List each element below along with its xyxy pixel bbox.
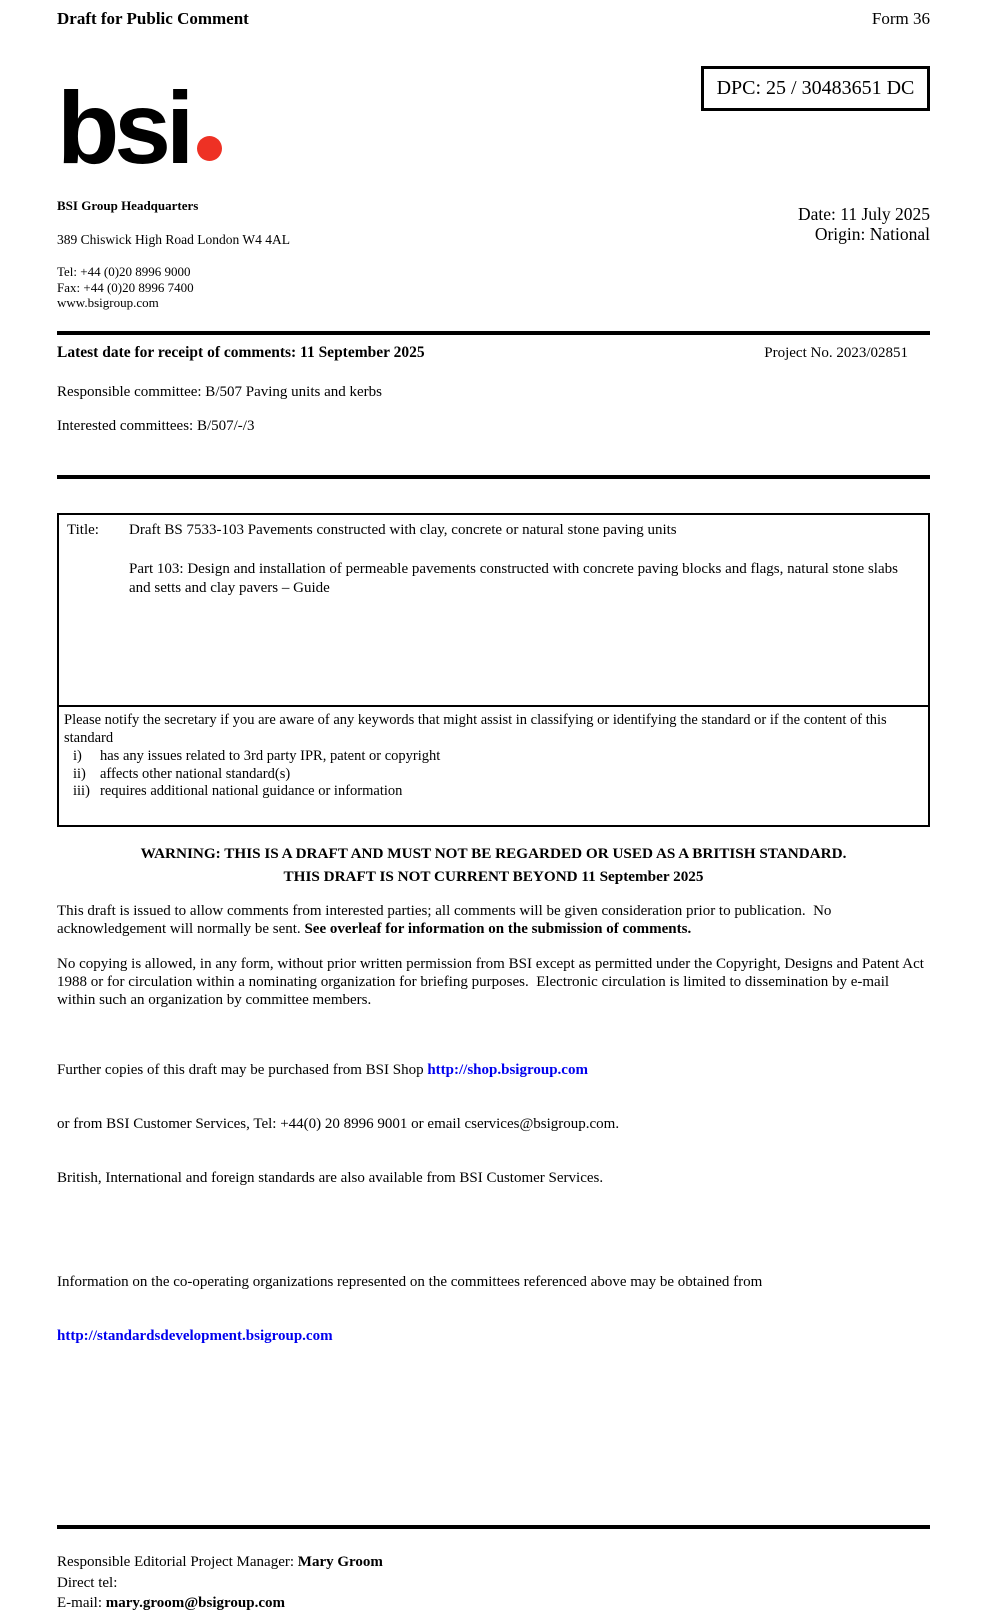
email-line xyxy=(57,1593,930,1614)
list-item-text: affects other national standard(s) xyxy=(100,765,291,782)
standard-title: Draft BS 7533-103 Pavements constructed with clay, concrete or natural stone paving units xyxy=(129,522,677,538)
title-label: Title: xyxy=(67,522,99,538)
list-item-number: i) xyxy=(73,748,82,764)
comments-notice-text: This draft is issued to allow comments from interested parties; all comments will be given consideration prior to publication. No acknowledgement will normally be sent. xyxy=(57,903,836,937)
draft-warning xyxy=(57,842,930,888)
hq-street: 389 Chiswick High Road London W4 4AL xyxy=(57,232,290,247)
form-number: Form 36 xyxy=(871,9,930,28)
standards-development-link[interactable]: http://standardsdevelopment.bsigroup.com xyxy=(57,1328,333,1344)
project-number: Project No. 2023/02851 xyxy=(764,345,908,361)
footer-contact-block xyxy=(57,1552,930,1614)
responsible-committee: Responsible committee: B/507 Paving units and kerbs xyxy=(57,384,382,400)
paragraph-comments-notice xyxy=(57,902,930,938)
list-item xyxy=(64,783,920,801)
divider-rule-middle xyxy=(57,475,930,479)
comments-notice-bold: See overleaf for information on the submission of comments. xyxy=(304,921,692,937)
paragraph-purchase-info xyxy=(57,1025,930,1223)
bsi-logo-text: bsi xyxy=(57,71,190,185)
list-item xyxy=(64,748,920,766)
comments-section xyxy=(57,335,930,475)
page-header xyxy=(57,0,930,28)
address-block xyxy=(57,198,290,311)
keywords-intro: Please notify the secretary if you are aware of any keywords that might assist in classifying or identifying the standard or if the content of this standard xyxy=(64,712,891,746)
list-item xyxy=(64,766,920,784)
doc-type-heading: Draft for Public Comment xyxy=(57,9,249,28)
warning-line-1: WARNING: THIS IS A DRAFT AND MUST NOT BE REGARDED OR USED AS A BRITISH STANDARD. xyxy=(140,845,847,862)
hq-name: BSI Group Headquarters xyxy=(57,198,199,213)
standard-subtitle: Part 103: Design and installation of permeable pavements constructed with concrete paving blocks and flags, natural stone slabs and setts and clay pavers – Guide xyxy=(129,560,898,596)
keywords-list xyxy=(64,748,920,801)
project-manager-line xyxy=(57,1552,930,1573)
email-address: mary.groom@bsigroup.com xyxy=(105,1595,285,1611)
bsi-logo-dot-icon xyxy=(197,136,222,161)
brand-section xyxy=(57,20,930,331)
cooperating-orgs-text: Information on the co-operating organizations represented on the committees referenced above may be obtained from xyxy=(57,1274,763,1290)
latest-comments-date: Latest date for receipt of comments: 11 September 2025 xyxy=(57,344,425,361)
keywords-box xyxy=(57,705,930,827)
project-manager-name: Mary Groom xyxy=(297,1554,383,1570)
list-item-number: iii) xyxy=(73,783,90,799)
customer-services-line: or from BSI Customer Services, Tel: +44(0) 20 8996 9001 or email cservices@bsigroup.com. xyxy=(57,1116,620,1132)
bsi-shop-link[interactable]: http://shop.bsigroup.com xyxy=(427,1062,588,1078)
hq-fax: Fax: +44 (0)20 8996 7400 xyxy=(57,279,194,295)
purchase-info-text: Further copies of this draft may be purchased from BSI Shop xyxy=(57,1062,428,1078)
project-manager-label: Responsible Editorial Project Manager: xyxy=(57,1554,298,1570)
dpc-reference-box xyxy=(701,66,930,111)
interested-committees: Interested committees: B/507/-/3 xyxy=(57,418,255,434)
meta-block xyxy=(798,204,930,244)
warning-line-2: THIS DRAFT IS NOT CURRENT BEYOND 11 September 2025 xyxy=(283,868,704,885)
hq-website: www.bsigroup.com xyxy=(57,295,159,310)
list-item-number: ii) xyxy=(73,765,86,782)
divider-rule-bottom xyxy=(57,1525,930,1529)
bsi-logo xyxy=(57,62,222,195)
hq-tel: Tel: +44 (0)20 8996 9000 xyxy=(57,264,191,279)
title-text xyxy=(129,521,920,699)
direct-tel-line: Direct tel: xyxy=(57,1574,118,1591)
paragraph-copyright-notice: No copying is allowed, in any form, without prior written permission from BSI except as permitted under the Copyright, Designs and Patent Act 1988 or for circulation within a nominating organization for briefing purposes. Electronic circulation is limited to dissemination by e-mail within such an organization by committee members. xyxy=(57,956,928,1008)
email-label: E-mail: xyxy=(57,1595,106,1611)
origin: Origin: National xyxy=(814,224,930,244)
list-item-text: requires additional national guidance or information xyxy=(100,783,403,799)
paragraph-cooperating-orgs xyxy=(57,1237,930,1381)
dpc-reference: DPC: 25 / 30483651 DC xyxy=(716,77,915,99)
list-item-text: has any issues related to 3rd party IPR, patent or copyright xyxy=(100,748,441,764)
title-box xyxy=(57,513,930,707)
issue-date: Date: 11 July 2025 xyxy=(797,204,930,224)
standards-availability-line: British, International and foreign standards are also available from BSI Customer Services. xyxy=(57,1170,604,1186)
